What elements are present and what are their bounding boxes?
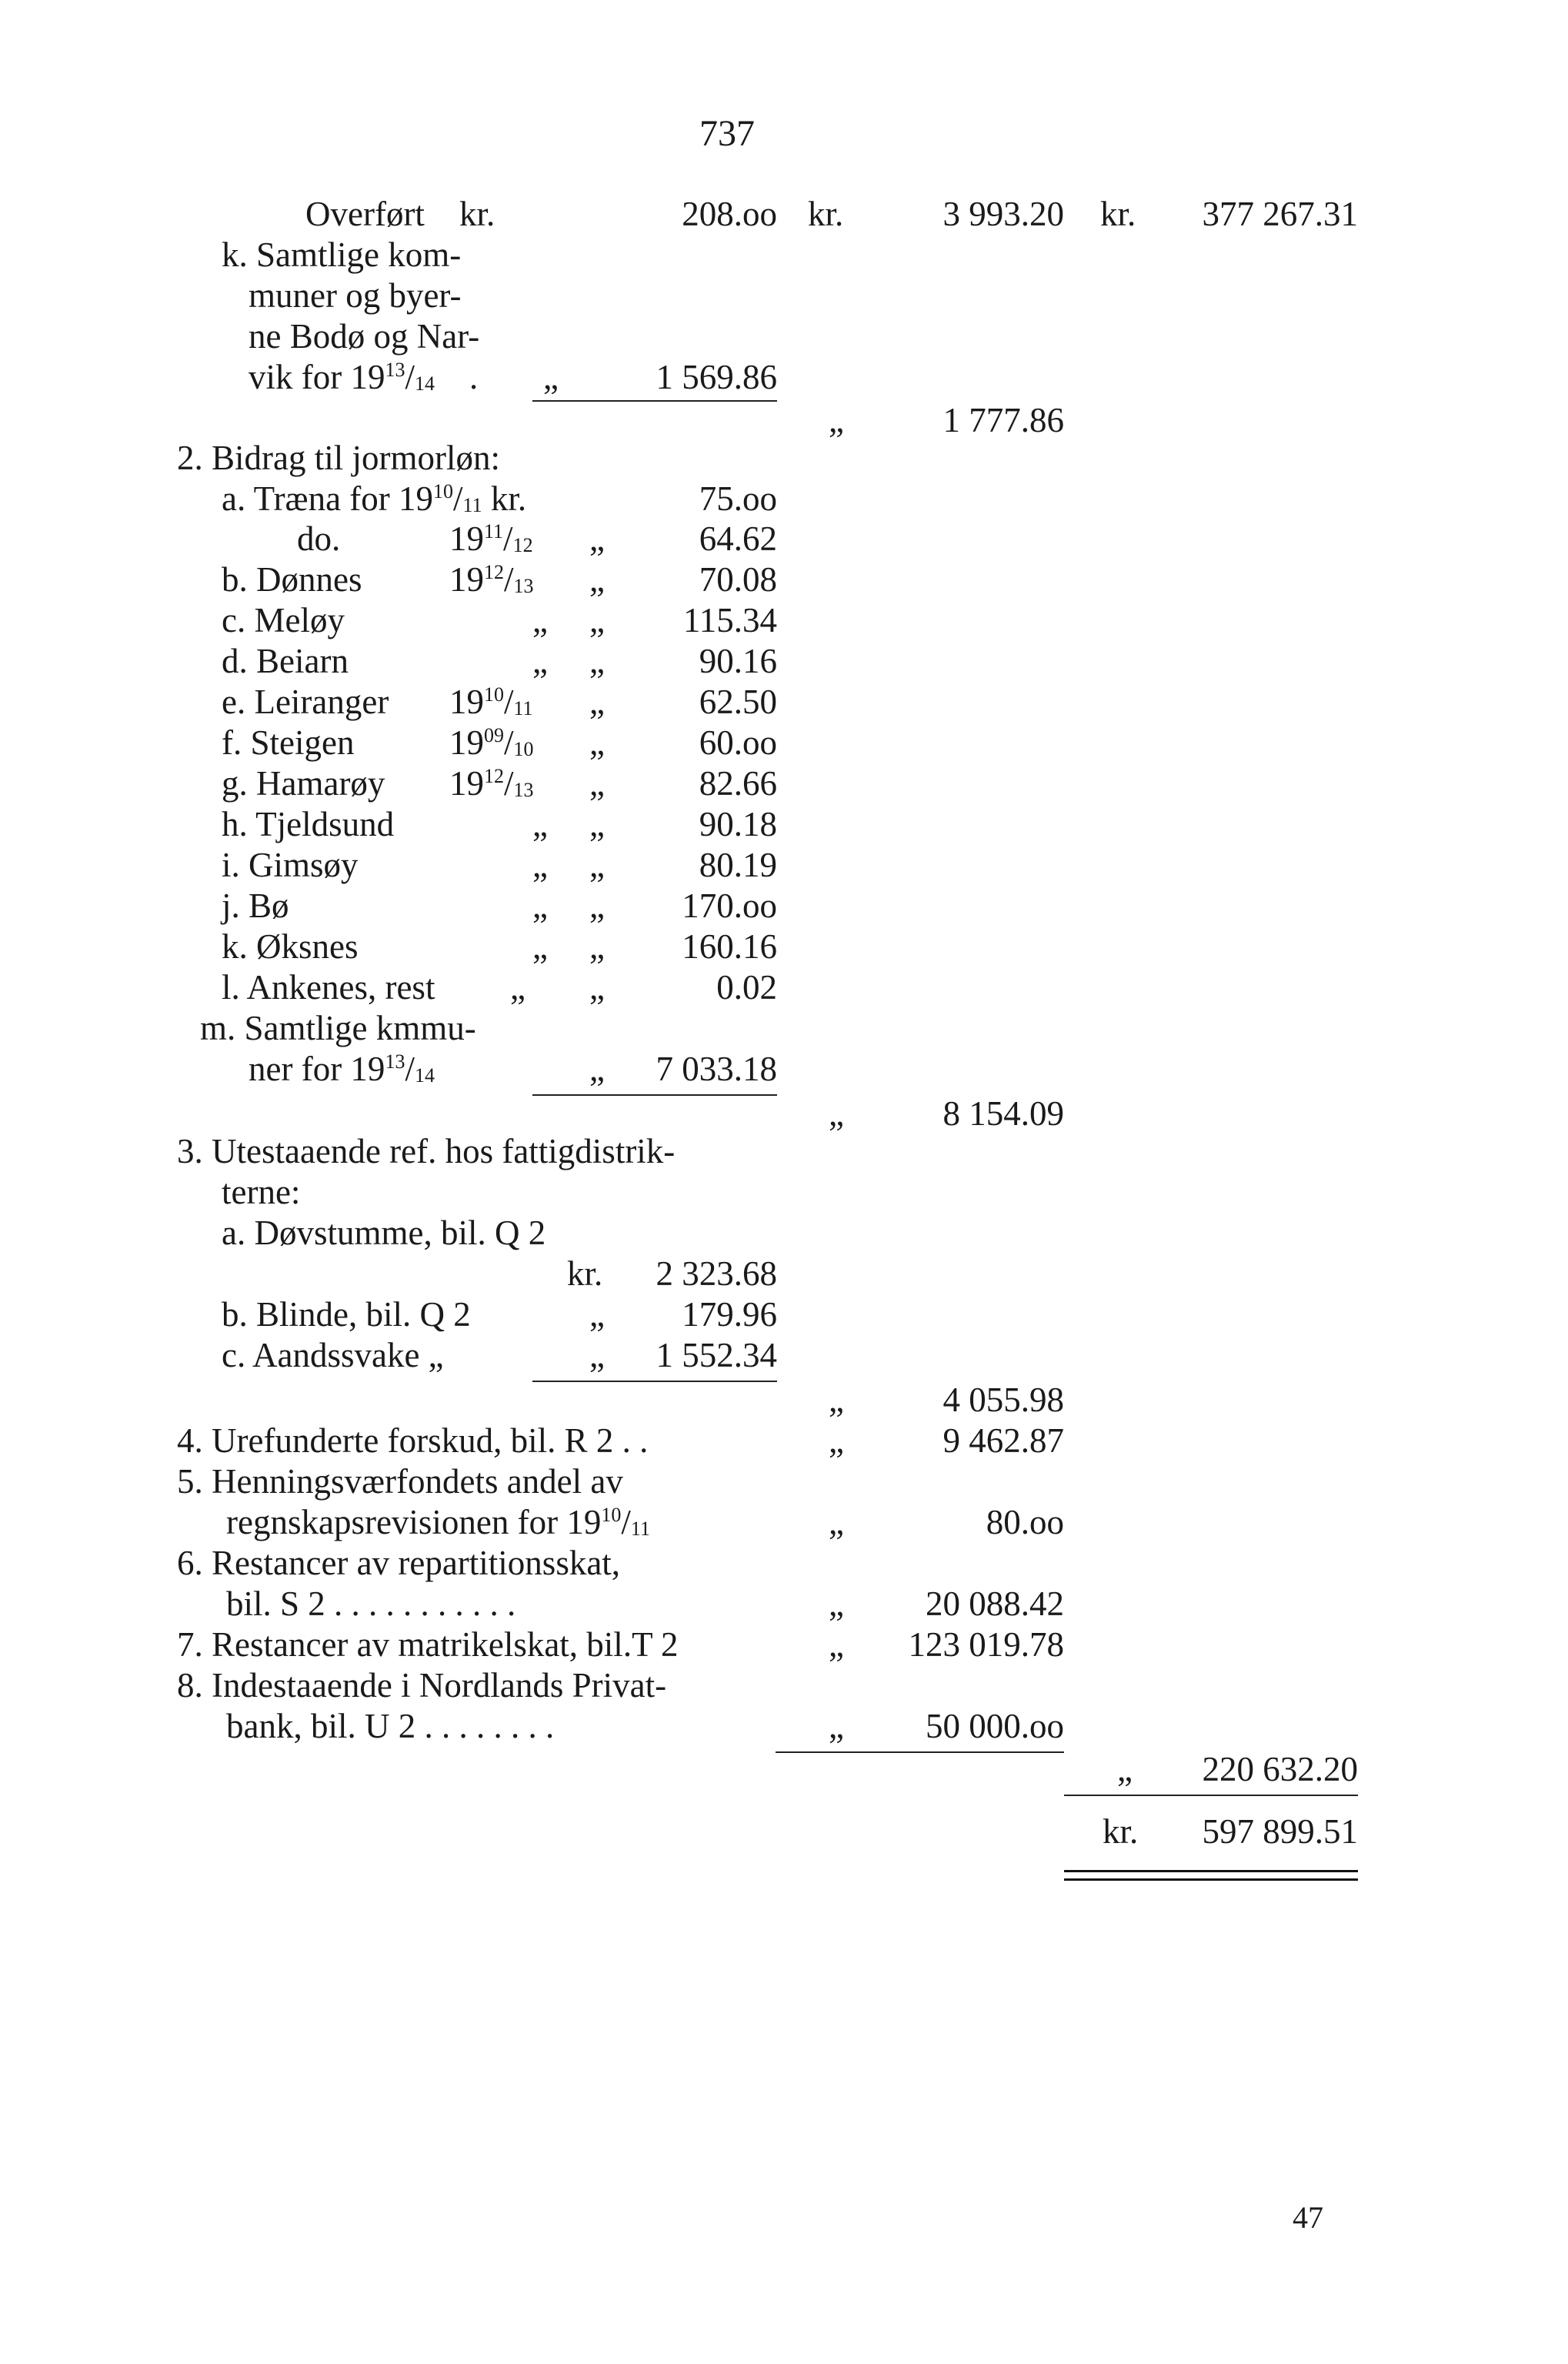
section-5-line-1: 5. Henningsværfondets andel av [177, 1462, 623, 1501]
grand-total-rule [1064, 1795, 1358, 1796]
s2-e-value: 62.50 [699, 683, 777, 721]
s3-subtotal: 4 055.98 [942, 1381, 1064, 1419]
ditto-mark: „ [589, 968, 605, 1007]
s2-do-label: do. [297, 519, 341, 558]
ditto-mark: „ [589, 560, 605, 599]
section-7-label: 7. Restancer av matrikelskat, bil.T 2 [177, 1625, 679, 1664]
ditto-mark: „ [829, 1625, 844, 1664]
subtotal-rule [532, 1094, 777, 1096]
ditto-mark: „ [829, 1094, 844, 1133]
s3-a-label: a. Døvstumme, bil. Q 2 [222, 1214, 546, 1252]
section-2-heading: 2. Bidrag til jormorløn: [177, 439, 500, 477]
s3-a-value: 2 323.68 [656, 1254, 777, 1293]
ditto-mark: „ [510, 968, 525, 1007]
carried-value-2: 3 993.20 [942, 195, 1064, 233]
s2-b-value: 70.08 [699, 560, 777, 599]
s3-c-label: c. Aandssvake „ [222, 1336, 444, 1374]
ditto-mark: „ [532, 805, 548, 843]
carried-value-1: 208.oo [682, 195, 777, 233]
s2-a-label: a. Træna for $19^{10}/_{11}$ kr. [222, 479, 527, 518]
k-line-4: vik for $19^{13}/_{14}$ [249, 358, 435, 396]
s2-f-label: f. Steigen [222, 723, 355, 762]
section-4-label: 4. Urefunderte forskud, bil. R 2 . . [177, 1421, 649, 1460]
subtotal-rule [532, 1381, 777, 1382]
double-underline [1064, 1870, 1358, 1881]
s2-b-label: b. Dønnes [222, 560, 362, 599]
section-7-value: 123 019.78 [908, 1625, 1064, 1664]
s2-m-line-2: ner for $19^{13}/_{14}$ [249, 1050, 435, 1088]
ditto-mark: „ [532, 886, 548, 925]
s2-m-line-1: m. Samtlige kmmu- [200, 1009, 476, 1047]
column-total: 220 632.20 [1202, 1750, 1358, 1788]
ditto-mark: „ [589, 1295, 605, 1334]
currency-label: kr. [1103, 1812, 1139, 1851]
ditto-mark: „ [829, 1584, 844, 1623]
ditto-mark: „ [829, 1421, 844, 1460]
s3-c-value: 1 552.34 [656, 1336, 777, 1374]
section-3-line-2: terne: [222, 1173, 301, 1211]
ditto-mark: „ [543, 358, 559, 396]
ditto-mark: „ [589, 1336, 605, 1374]
s2-j-value: 170.oo [682, 886, 777, 925]
s2-l-label: l. Ankenes, rest [222, 968, 435, 1007]
ditto-mark: „ [532, 601, 548, 639]
s2-l-value: 0.02 [716, 968, 777, 1007]
ditto-mark: „ [589, 642, 605, 680]
total-rule [776, 1751, 1064, 1753]
ditto-mark: „ [1117, 1750, 1133, 1788]
ditto-mark: „ [589, 601, 605, 639]
page-number: 737 [699, 113, 755, 154]
k-value: 1 569.86 [656, 358, 777, 396]
s2-subtotal: 8 154.09 [942, 1094, 1064, 1133]
s2-k-value: 160.16 [682, 927, 777, 966]
ditto-mark: „ [589, 519, 605, 558]
k-line-1: k. Samtlige kom- [222, 235, 462, 274]
ditto-mark: „ [829, 1381, 844, 1419]
s3-b-label: b. Blinde, bil. Q 2 [222, 1295, 471, 1334]
ditto-mark: „ [589, 886, 605, 925]
section-5-line-2: regnskapsrevisionen for $19^{10}/_{11}$ [226, 1503, 650, 1541]
s2-e-label: e. Leiranger [222, 683, 389, 721]
ditto-mark: „ [589, 1050, 605, 1088]
s2-i-label: i. Gimsøy [222, 846, 359, 884]
ditto-mark: „ [829, 401, 844, 439]
currency-label: kr. [459, 195, 495, 233]
ditto-mark: „ [532, 927, 548, 966]
carried-value-3: 377 267.31 [1202, 195, 1358, 233]
dot-leader: . [469, 358, 479, 396]
s2-m-value: 7 033.18 [656, 1050, 777, 1088]
ditto-mark: „ [532, 642, 548, 680]
ditto-mark: „ [589, 683, 605, 721]
k-line-3: ne Bodø og Nar- [249, 317, 480, 356]
ditto-mark: „ [589, 723, 605, 762]
s2-d-label: d. Beiarn [222, 642, 349, 680]
ditto-mark: „ [829, 1707, 844, 1745]
section-5-value: 80.oo [986, 1503, 1064, 1541]
section-6-value: 20 088.42 [926, 1584, 1064, 1623]
s2-c-value: 115.34 [682, 601, 777, 639]
s2-d-value: 90.16 [699, 642, 777, 680]
s2-e-year: $19^{10}/_{11}$ [449, 683, 533, 721]
section-6-line-2: bil. S 2 . . . . . . . . . . . [226, 1584, 516, 1623]
section-6-line-1: 6. Restancer av repartitionsskat, [177, 1544, 621, 1582]
s3-b-value: 179.96 [682, 1295, 777, 1334]
s2-do-value: 64.62 [699, 519, 777, 558]
s2-c-label: c. Meløy [222, 601, 345, 639]
signature-number: 47 [1293, 2200, 1323, 2235]
ditto-mark: „ [589, 927, 605, 966]
currency-label: kr. [808, 195, 844, 233]
s2-b-year: $19^{12}/_{13}$ [449, 560, 534, 599]
s2-g-year: $19^{12}/_{13}$ [449, 764, 534, 803]
s2-j-label: j. Bø [222, 886, 289, 925]
s2-f-year: $19^{09}/_{10}$ [449, 723, 534, 762]
s2-h-label: h. Tjeldsund [222, 805, 395, 843]
subtotal-rule [532, 400, 777, 402]
s2-g-value: 82.66 [699, 764, 777, 803]
ditto-mark: „ [829, 1503, 844, 1541]
ditto-mark: „ [589, 846, 605, 884]
ditto-mark: „ [532, 846, 548, 884]
s2-a-value: 75.oo [699, 479, 777, 518]
s2-f-value: 60.oo [699, 723, 777, 762]
s2-k-label: k. Øksnes [222, 927, 359, 966]
section-8-line-2: bank, bil. U 2 . . . . . . . . [226, 1707, 555, 1745]
grand-total: 597 899.51 [1202, 1812, 1358, 1851]
section-8-line-1: 8. Indestaaende i Nordlands Privat- [177, 1666, 667, 1705]
section-8-value: 50 000.oo [926, 1707, 1064, 1745]
k-subtotal: 1 777.86 [942, 401, 1064, 439]
s2-g-label: g. Hamarøy [222, 764, 385, 803]
k-line-2: muner og byer- [249, 276, 462, 315]
s2-i-value: 80.19 [699, 846, 777, 884]
ditto-mark: „ [589, 805, 605, 843]
currency-label: kr. [1100, 195, 1136, 233]
s2-h-value: 90.18 [699, 805, 777, 843]
carried-forward-label: Overført [305, 195, 425, 233]
currency-label: kr. [567, 1254, 603, 1293]
s2-do-year: $19^{11}/_{12}$ [449, 519, 533, 558]
section-3-line-1: 3. Utestaaende ref. hos fattigdistrik- [177, 1132, 676, 1170]
section-4-value: 9 462.87 [942, 1421, 1064, 1460]
ditto-mark: „ [589, 764, 605, 803]
